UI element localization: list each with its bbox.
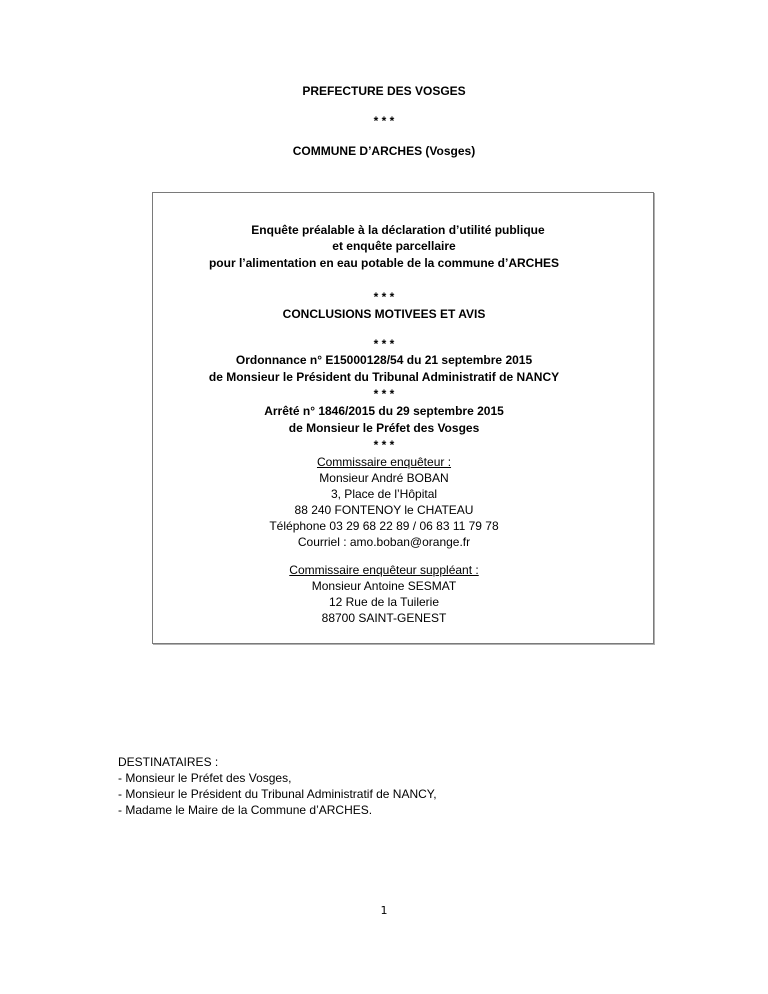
destinataire-item: - Monsieur le Président du Tribunal Administratif de NANCY, bbox=[118, 787, 437, 801]
commissaire-name: Monsieur André BOBAN bbox=[319, 471, 449, 485]
separator: * * * bbox=[373, 114, 395, 128]
destinataire-item: - Madame le Maire de la Commune d’ARCHES. bbox=[118, 803, 373, 817]
commune-title: COMMUNE D’ARCHES (Vosges) bbox=[292, 144, 476, 158]
separator: * * * bbox=[373, 387, 395, 401]
arrete-line-1: Arrêté n° 1846/2015 du 29 septembre 2015 bbox=[264, 404, 504, 418]
ordonnance-line-2: de Monsieur le Président du Tribunal Administratif de NANCY bbox=[208, 370, 560, 384]
conclusions-title: CONCLUSIONS MOTIVEES ET AVIS bbox=[282, 307, 486, 321]
destinataire-item: - Monsieur le Préfet des Vosges, bbox=[118, 771, 292, 785]
suppleant-title: Commissaire enquêteur suppléant : bbox=[289, 563, 479, 577]
subject-line-2: et enquête parcellaire bbox=[332, 239, 456, 253]
page-number: 1 bbox=[380, 904, 388, 917]
subject-line-3: pour l’alimentation en eau potable de la commune d’ARCHES bbox=[208, 256, 560, 270]
commissaire-address-2: 88 240 FONTENOY le CHATEAU bbox=[294, 503, 474, 517]
separator: * * * bbox=[373, 337, 395, 351]
ordonnance-line-1: Ordonnance n° E15000128/54 du 21 septembre 2015 bbox=[235, 353, 533, 367]
separator: * * * bbox=[373, 438, 395, 452]
subject-line-1: Enquête préalable à la déclaration d’utilité publique bbox=[251, 223, 545, 237]
commissaire-phone: Téléphone 03 29 68 22 89 / 06 83 11 79 78 bbox=[269, 519, 499, 533]
suppleant-address-1: 12 Rue de la Tuilerie bbox=[328, 595, 440, 609]
destinataires-title: DESTINATAIRES : bbox=[118, 755, 219, 769]
commissaire-email: Courriel : amo.boban@orange.fr bbox=[297, 535, 471, 549]
suppleant-name: Monsieur Antoine SESMAT bbox=[311, 579, 457, 593]
commissaire-address-1: 3, Place de l’Hôpital bbox=[330, 487, 438, 501]
prefecture-title: PREFECTURE DES VOSGES bbox=[302, 84, 466, 98]
separator: * * * bbox=[373, 290, 395, 304]
arrete-line-2: de Monsieur le Préfet des Vosges bbox=[288, 421, 480, 435]
commissaire-title: Commissaire enquêteur : bbox=[316, 455, 452, 469]
suppleant-address-2: 88700 SAINT-GENEST bbox=[321, 611, 447, 625]
